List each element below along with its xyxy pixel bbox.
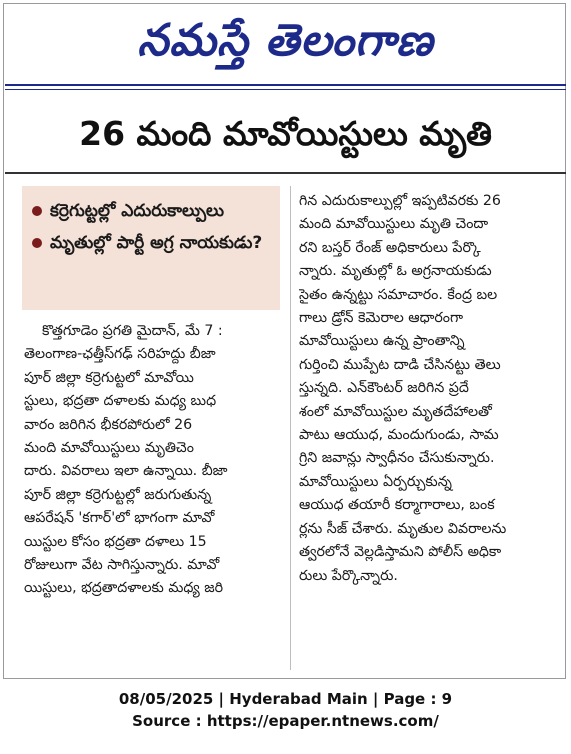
body-line: ర్లను సీజ్ చేశారు. మృతుల వివరాలను bbox=[299, 520, 507, 537]
body-line: రని బస్తర్ రేంజ్ అధికారులు పేర్కొ bbox=[299, 239, 481, 256]
body-line: మావోయిస్టులు ఉన్న ప్రాంతాన్ని bbox=[299, 333, 465, 350]
body-line: ఆయుధ తయారీ కర్మాగారాలు, బంక bbox=[299, 497, 495, 514]
bullet-icon bbox=[32, 238, 42, 248]
article-column-right bbox=[299, 190, 557, 588]
body-line: యిస్టుల కోసం భద్రతా దళాలు 15 bbox=[24, 533, 207, 550]
masthead-rule bbox=[5, 84, 566, 86]
body-line: వారం జరిగిన భీకరపోరులో 26 bbox=[24, 416, 193, 433]
body-line: పాటు ఆయుధ, మందుగుండు, సామ bbox=[299, 427, 499, 444]
page-footer bbox=[0, 688, 571, 732]
body-line: మావోయిస్టులు ఏర్పర్చుకున్న bbox=[299, 473, 452, 490]
body-line: సైతం ఉన్నట్టు సమాచారం. కేంద్ర బల bbox=[299, 286, 498, 303]
article-headline: 26 మంది మావోయిస్టులు మృతి bbox=[79, 114, 492, 153]
body-line: రులు పేర్కొన్నారు. bbox=[299, 567, 398, 584]
dateline: కొత్తగూడెం ప్రగతి మైదాన్, మే 7 : bbox=[42, 323, 223, 339]
body-line: శంలో మావోయిస్టుల మృతదేహాలతో bbox=[299, 403, 492, 420]
source-link[interactable]: Source : https://epaper.ntnews.com/ bbox=[132, 712, 439, 730]
body-line: స్తున్నది. ఎన్‌కౌంటర్ జరిగిన ప్రదే bbox=[299, 380, 469, 397]
body-line: ఆపరేషన్ 'కగార్'లో భాగంగా మావో bbox=[24, 510, 215, 527]
column-divider bbox=[290, 186, 291, 670]
body-line: త్వరలోనే వెల్లడిస్తామని పోలీస్ అధికా bbox=[299, 544, 502, 561]
highlight-text: మృతుల్లో పార్టీ అగ్ర నాయకుడు? bbox=[50, 233, 263, 253]
newspaper-masthead: నమస్తే తెలంగాణ bbox=[137, 15, 434, 66]
body-line: రోజులుగా వేట సాగిస్తున్నారు. మావో bbox=[24, 557, 220, 574]
highlight-text: కర్రెగుట్టల్లో ఎదురుకాల్పులు bbox=[50, 201, 224, 221]
highlight-item bbox=[32, 228, 272, 258]
body-line: మంది మావోయిస్టులు మృతిచెం bbox=[24, 440, 194, 457]
highlight-box bbox=[22, 186, 280, 310]
body-line: గిన ఎదురుకాల్పుల్లో ఇప్పటివరకు 26 bbox=[299, 193, 501, 209]
body-line: గుర్తించి ముప్పేట దాడి చేసినట్టు తెలు bbox=[299, 356, 501, 373]
body-line: గ్రిని జవాన్లు స్వాధీనం చేసుకున్నారు. bbox=[299, 450, 495, 467]
body-line: తెలంగాణ-ఛత్తీస్‌గఢ్ సరిహద్దు బీజా bbox=[24, 346, 216, 363]
body-line: మంది మావోయిస్టులు మృతి చెందా bbox=[299, 216, 489, 233]
body-line: గాలు డ్రోన్ కెమెరాల ఆధారంగా bbox=[299, 310, 464, 327]
highlight-item bbox=[32, 196, 272, 226]
bullet-icon bbox=[32, 206, 42, 216]
body-line: స్టులు, భద్రతా దళాలకు మధ్య బుధ bbox=[24, 393, 217, 410]
headline-rule bbox=[5, 172, 566, 174]
body-line: పూర్ జిల్లా కర్రెగుట్టలో మావోయి bbox=[24, 369, 194, 386]
edition-info: 08/05/2025 | Hyderabad Main | Page : 9 bbox=[118, 690, 453, 708]
body-line: దారు. వివరాలు ఇలా ఉన్నాయి. బీజా bbox=[24, 463, 228, 480]
masthead-rule-thin bbox=[5, 89, 566, 90]
body-line: యిస్టులు, భద్రతాదళాలకు మధ్య జరి bbox=[24, 580, 224, 597]
body-line: న్నారు. మృతుల్లో ఓ అగ్రనాయకుడు bbox=[299, 263, 492, 280]
article-column-left bbox=[24, 320, 282, 601]
body-line: పూర్ జిల్లా కర్రెగుట్టల్లో జరుగుతున్న bbox=[24, 486, 212, 503]
